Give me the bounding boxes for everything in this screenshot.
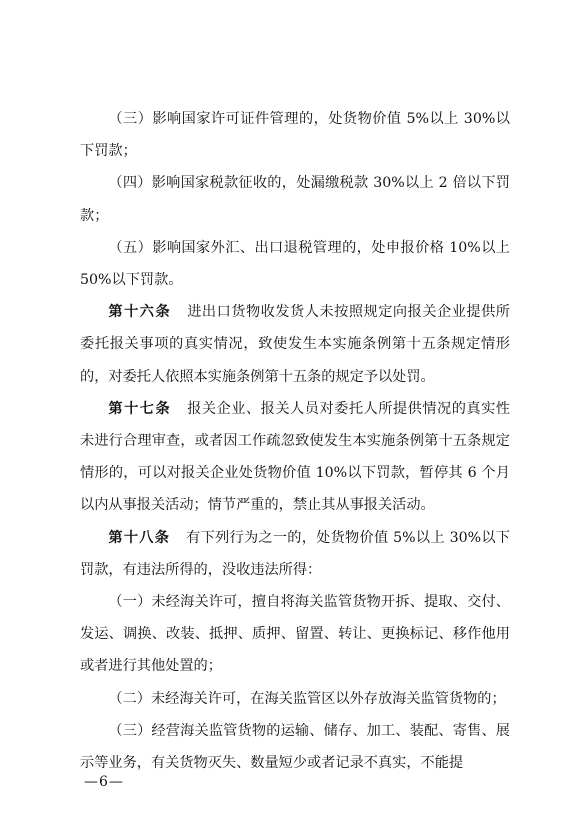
article-number: 第十七条: [108, 400, 172, 417]
item-1: [80, 586, 510, 683]
item-5: [80, 232, 510, 296]
article-number: 第十六条: [108, 304, 172, 321]
item-3b: [80, 715, 510, 779]
paragraph-text: （三）影响国家许可证件管理的，处货物价值 5%以上 30%以下罚款；: [80, 111, 510, 160]
paragraph-text: （四）影响国家税款征收的，处漏缴税款 30%以上 2 倍以下罚款；: [80, 175, 510, 224]
paragraph-text: 报关企业、报关人员对委托人所提供情况的真实性未进行合理审查，或者因工作疏忽致使发生本实施条例第十五条规定情形的，可以对报关企业处货物价值 10%以下罚款，暂停其 6 个月以内从事报关活动；情节严重的，禁止其从事报关活动。: [80, 400, 510, 514]
paragraph-text: （五）影响国家外汇、出口退税管理的，处申报价格 10%以上 50%以下罚款。: [80, 239, 510, 289]
article-number: 第十八条: [108, 529, 171, 546]
document-body: [80, 103, 510, 779]
item-2: [80, 683, 510, 715]
page-number: —6—: [84, 774, 124, 790]
paragraph-text: （二）未经海关许可，在海关监管区以外存放海关监管货物的；: [108, 690, 506, 707]
paragraph-text: （三）经营海关监管货物的运输、储存、加工、装配、寄售、展示等业务，有关货物灭失、数量短少或者记录不真实，不能提: [80, 722, 510, 772]
item-4: [80, 167, 510, 231]
paragraph-text: 进出口货物收发货人未按照规定向报关企业提供所委托报关事项的真实情况，致使发生本实施条例第十五条规定情形的，对委托人依照本实施条例第十五条的规定予以处罚。: [80, 304, 510, 385]
paragraph-text: 有下列行为之一的，处货物价值 5%以上 30%以下罚款，有违法所得的，没收违法所得：: [80, 529, 510, 578]
article-17: [80, 393, 510, 522]
article-18: [80, 522, 510, 586]
paragraph-text: （一）未经海关许可，擅自将海关监管货物开拆、提取、交付、发运、调换、改装、抵押、质押、留置、转让、更换标记、移作他用或者进行其他处置的；: [80, 594, 510, 675]
item-3: [80, 103, 510, 167]
article-16: [80, 296, 510, 393]
